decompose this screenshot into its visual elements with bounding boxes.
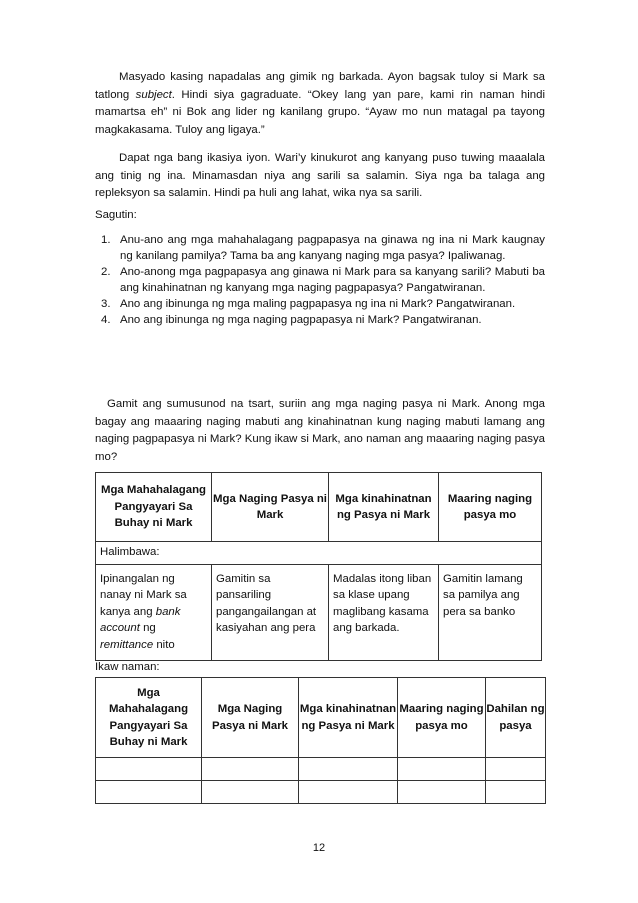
example-table-header-row: [96, 473, 542, 542]
instruction-paragraph: Gamit ang sumusunod na tsart, suriin ang mga naging pasya ni Mark. Anong mga bagay ang maaaring naging mabuti ang kinahinatnan kung naging mabuti lamang ang naging pagpapasya ni Mark? Kung ikaw si Mark, ano naman ang maaaring naging pasya mo?: [95, 398, 545, 463]
answer-header-kinahinatnan: Mga kinahinatnan ng Pasya ni Mark: [299, 678, 398, 758]
question-number: 4.: [101, 314, 111, 326]
example-cell-pangyayari: [96, 565, 211, 657]
example-halimbawa-row: [96, 542, 542, 565]
answer-cell[interactable]: [398, 758, 486, 781]
answer-cell[interactable]: [202, 758, 299, 781]
question-item: [101, 232, 545, 264]
answer-cell[interactable]: [486, 781, 546, 804]
example-header-pangyayari: Mga Mahahalagang Pangyayari Sa Buhay ni Mark: [96, 473, 212, 542]
answer-header-dahilan: Dahilan ng pasya: [486, 678, 546, 758]
bank-account-term: bank account: [100, 605, 181, 634]
question-text: Ano-anong mga pagpapasya ang ginawa ni Mark para sa kanyang sarili? Mabuti ba ang kinahinatnan ng kanyang mga naging pagpapasya? Pangatwiranan.: [120, 266, 545, 294]
story-paragraph-2: Dapat nga bang ikasiya iyon. Wari’y kinukurot ang kanyang puso tuwing maaalala ang tinig ng ina. Minamasdan niya ang sarili sa salamin. Siya nga ba talaga ang repleksyon sa salamin. Hindi pa huli ang lahat, wika nya sa sarili.: [95, 152, 545, 199]
example-cell-naging-pasya: Gamitin sa pansariling pangangailangan at kasiyahan ang pera: [216, 572, 317, 634]
example-cell-text: nito: [153, 638, 175, 651]
answer-cell[interactable]: [96, 758, 202, 781]
answer-cell[interactable]: [202, 781, 299, 804]
answer-cell[interactable]: [486, 758, 546, 781]
answer-table-header-row: [96, 678, 546, 758]
question-text: Ano ang ibinunga ng mga naging pagpapasya ni Mark? Pangatwiranan.: [120, 314, 482, 326]
answer-header-maaring-pasya: Maaring naging pasya mo: [398, 678, 486, 758]
page-number: 12: [312, 842, 326, 854]
example-cell-maaring-pasya: Gamitin lamang sa pamilya ang pera sa banko: [443, 572, 523, 618]
example-table: [95, 472, 542, 661]
answer-cell[interactable]: [398, 781, 486, 804]
answer-cell[interactable]: [299, 781, 398, 804]
question-item: [101, 264, 545, 296]
question-item: [101, 312, 545, 328]
story-p1-text-b: . Hindi siya gagraduate. “Okey lang yan pare, kami rin naman hindi mamartsa eh” ni Bok ang lider ng kanilang grupo. “Ayaw mo nun matagal pa tayong magkakasama. Tuloy ang ligaya.”: [95, 88, 545, 136]
answer-header-naging-pasya: Mga Naging Pasya ni Mark: [202, 678, 299, 758]
question-text: Ano ang ibinunga ng mga maling pagpapasya ng ina ni Mark? Pangatwiranan.: [120, 298, 516, 310]
example-header-maaring-pasya: Maaring naging pasya mo: [439, 473, 542, 542]
answer-header-pangyayari: Mga Mahahalagang Pangyayari Sa Buhay ni Mark: [96, 678, 202, 758]
example-header-kinahinatnan: Mga kinahinatnan ng Pasya ni Mark: [329, 473, 439, 542]
story-paragraph-1: [95, 69, 545, 139]
sagutin-label: Sagutin:: [95, 209, 137, 221]
example-cell-kinahinatnan: Madalas itong liban sa klase upang maglibang kasama ang barkada.: [333, 572, 432, 634]
question-text: Anu-ano ang mga mahahalagang pagpapasya na ginawa ng ina ni Mark kaugnay ng kanilang pamilya? Tama ba ang kanyang naging mga pasya? Ipaliwanag.: [120, 234, 545, 262]
example-table-row: [96, 564, 542, 660]
example-cell-text: ng: [139, 622, 156, 634]
question-number: 1.: [101, 234, 111, 246]
story-p1-subject: subject: [135, 88, 172, 101]
ikaw-naman-label: Ikaw naman:: [95, 661, 160, 673]
answer-cell[interactable]: [96, 781, 202, 804]
halimbawa-label: Halimbawa:: [100, 546, 160, 558]
question-item: [101, 296, 545, 312]
question-number: 3.: [101, 298, 111, 310]
question-number: 2.: [101, 266, 111, 278]
story-p1-text-a: Masyado kasing napadalas ang gimik ng barkada. Ayon bagsak tuloy si Mark sa tatlong: [95, 71, 545, 101]
remittance-term: remittance: [100, 638, 154, 651]
answer-table: [95, 677, 546, 804]
question-list: [101, 232, 545, 328]
answer-table-row: [96, 781, 546, 804]
answer-table-row: [96, 758, 546, 781]
answer-cell[interactable]: [299, 758, 398, 781]
example-header-naging-pasya: Mga Naging Pasya ni Mark: [212, 473, 329, 542]
example-cell-text: Ipinangalan ng nanay ni Mark sa kanya ang: [100, 572, 187, 618]
